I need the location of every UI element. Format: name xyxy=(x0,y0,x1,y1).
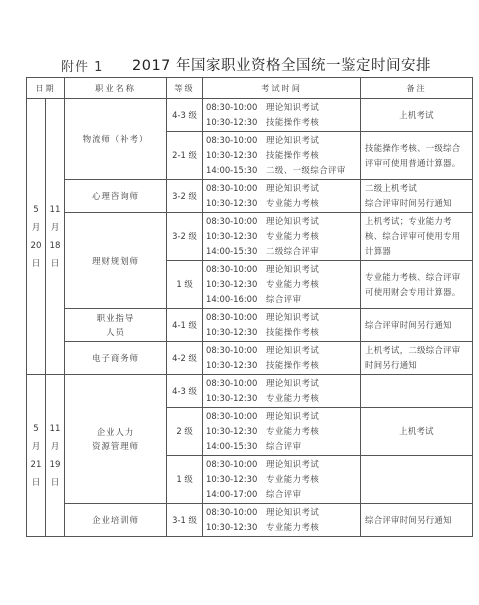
date-char: 19 xyxy=(49,459,61,470)
exam-session xyxy=(206,409,360,424)
exam-session xyxy=(206,487,360,502)
remark-line: 综合评审时间另行通知 xyxy=(365,514,452,525)
session-time: 08:30-10:00 xyxy=(206,102,258,112)
session-subject: 综合评审 xyxy=(266,441,302,451)
remark-line: 时间另行通知 xyxy=(365,360,418,370)
session-subject: 理论知识考试 xyxy=(266,312,320,322)
session-time: 08:30-10:00 xyxy=(206,264,258,274)
table-row xyxy=(27,99,473,132)
session-subject: 理论知识考试 xyxy=(266,345,320,355)
exam-session xyxy=(206,457,360,472)
remarks-cell xyxy=(361,99,473,132)
session-time: 10:30-12:30 xyxy=(206,474,258,484)
remarks-cell xyxy=(361,375,473,408)
session-time: 10:30-12:30 xyxy=(206,198,258,208)
session-time: 08:30-10:00 xyxy=(206,216,258,226)
document-title: 2017 年国家职业资格全国统一鉴定时间安排 xyxy=(132,58,432,74)
date-char: 日 xyxy=(31,258,41,269)
session-subject: 二级、一级综合评审 xyxy=(266,165,346,175)
exam-session xyxy=(206,262,360,277)
exam-session xyxy=(206,292,360,307)
level-cell: 1 级 xyxy=(167,261,203,309)
level-cell: 4-3 级 xyxy=(167,99,203,132)
session-subject: 理论知识考试 xyxy=(266,507,320,517)
table-row xyxy=(27,309,473,342)
session-subject: 理论知识考试 xyxy=(266,264,320,274)
date-char: 11 xyxy=(49,204,61,215)
session-time: 14:00-15:30 xyxy=(206,246,258,256)
exam-time-cell xyxy=(203,408,361,456)
exam-session xyxy=(206,505,360,520)
remark-line: 技能操作考核、一级综合 xyxy=(365,142,461,153)
session-subject: 专业能力考核 xyxy=(266,522,320,532)
remark-line: 二级上机考试 xyxy=(365,183,418,193)
session-subject: 技能操作考核 xyxy=(266,327,320,337)
exam-session xyxy=(206,325,360,340)
exam-session xyxy=(206,520,360,535)
profession-cell xyxy=(65,99,167,180)
session-time: 08:30-10:00 xyxy=(206,183,258,193)
table-header-row xyxy=(27,78,473,99)
profession-name: 企业人力 xyxy=(96,427,135,437)
profession-cell xyxy=(65,180,167,213)
remark-line: 专业能力考核、综合评审 xyxy=(365,271,461,282)
session-subject: 技能操作考核 xyxy=(266,117,320,127)
exam-time-cell xyxy=(203,504,361,537)
exam-session xyxy=(206,115,360,130)
date-char: 5 xyxy=(33,204,39,215)
exam-time-cell xyxy=(203,375,361,408)
table-row xyxy=(27,213,473,261)
level-cell: 3-1 级 xyxy=(167,504,203,537)
session-time: 14:00-17:00 xyxy=(206,489,258,499)
exam-session xyxy=(206,472,360,487)
date-char: 18 xyxy=(49,240,61,251)
session-time: 14:00-15:30 xyxy=(206,165,258,175)
session-subject: 理论知识考试 xyxy=(266,459,320,469)
table-row xyxy=(27,504,473,537)
date-char: 20 xyxy=(30,240,42,251)
date-char: 月 xyxy=(50,441,60,452)
exam-session xyxy=(206,229,360,244)
profession-cell xyxy=(65,504,167,537)
exam-session xyxy=(206,148,360,163)
exam-time-cell xyxy=(203,261,361,309)
remark-line: 综合评审时间另行通知 xyxy=(365,198,452,208)
exam-session xyxy=(206,391,360,406)
remark-line: 可使用财会专用计算器。 xyxy=(365,286,461,297)
exam-time-cell xyxy=(203,132,361,180)
exam-session xyxy=(206,310,360,325)
remarks-cell xyxy=(361,342,473,375)
level-cell: 2-1 级 xyxy=(167,132,203,180)
session-time: 08:30-10:00 xyxy=(206,312,258,322)
schedule-table xyxy=(26,77,473,537)
level-cell: 2 级 xyxy=(167,408,203,456)
remark-line: 上机考试 xyxy=(399,426,434,436)
session-subject: 理论知识考试 xyxy=(266,378,320,388)
profession-name: 心理咨询师 xyxy=(92,191,139,201)
exam-session xyxy=(206,196,360,211)
session-time: 08:30-10:00 xyxy=(206,411,258,421)
remark-line: 上机考试 xyxy=(399,109,434,120)
remarks-cell xyxy=(361,408,473,456)
exam-session xyxy=(206,376,360,391)
session-subject: 专业能力考核 xyxy=(266,198,320,208)
date-char: 日 xyxy=(31,477,41,488)
exam-time-cell xyxy=(203,180,361,213)
schedule-body xyxy=(27,99,473,537)
exam-session xyxy=(206,100,360,115)
session-subject: 专业能力考核 xyxy=(266,474,320,484)
session-subject: 技能操作考核 xyxy=(266,150,320,160)
session-time: 10:30-12:30 xyxy=(206,360,258,370)
session-time: 08:30-10:00 xyxy=(206,459,258,469)
date-char: 月 xyxy=(31,222,41,233)
remark-line: 计算器 xyxy=(365,246,392,256)
level-cell: 4-1 级 xyxy=(167,309,203,342)
exam-time-cell xyxy=(203,456,361,504)
remarks-cell xyxy=(361,261,473,309)
table-row xyxy=(27,180,473,213)
exam-session xyxy=(206,244,360,259)
profession-name: 人员 xyxy=(106,327,125,337)
table-row xyxy=(27,375,473,408)
session-subject: 理论知识考试 xyxy=(266,216,320,226)
exam-time-cell xyxy=(203,342,361,375)
exam-time-cell xyxy=(203,309,361,342)
profession-cell xyxy=(65,342,167,375)
date-char: 11 xyxy=(49,423,61,434)
remarks-cell xyxy=(361,456,473,504)
session-time: 10:30-12:30 xyxy=(206,393,258,403)
exam-session xyxy=(206,133,360,148)
exam-time-cell xyxy=(203,99,361,132)
exam-session xyxy=(206,439,360,454)
exam-session xyxy=(206,214,360,229)
exam-session xyxy=(206,163,360,178)
remarks-cell xyxy=(361,180,473,213)
remark-line: 评审可使用普通计算器。 xyxy=(365,157,461,168)
date-char: 月 xyxy=(50,222,60,233)
remarks-cell xyxy=(361,132,473,180)
session-time: 08:30-10:00 xyxy=(206,378,258,388)
date-char: 日 xyxy=(50,258,60,269)
exam-session xyxy=(206,424,360,439)
header-time: 考试时间 xyxy=(203,78,361,99)
session-time: 08:30-10:00 xyxy=(206,135,258,145)
level-cell: 4-3 级 xyxy=(167,375,203,408)
date-gregorian xyxy=(27,375,46,537)
session-time: 10:30-12:30 xyxy=(206,426,258,436)
profession-name: 理财规划师 xyxy=(92,255,139,266)
header-profession: 职业名称 xyxy=(65,78,167,99)
session-subject: 理论知识考试 xyxy=(266,135,320,145)
date-lunar xyxy=(46,375,65,537)
date-char: 日 xyxy=(50,477,60,488)
exam-time-cell xyxy=(203,213,361,261)
session-time: 08:30-10:00 xyxy=(206,507,258,517)
session-time: 10:30-12:30 xyxy=(206,231,258,241)
remarks-cell xyxy=(361,504,473,537)
session-time: 10:30-12:30 xyxy=(206,279,258,289)
date-gregorian xyxy=(27,99,46,375)
session-subject: 综合评审 xyxy=(266,294,302,304)
date-lunar xyxy=(46,99,65,375)
remark-line: 上机考试；专业能力考 xyxy=(365,216,452,226)
session-subject: 技能操作考核 xyxy=(266,360,320,370)
session-time: 10:30-12:30 xyxy=(206,522,258,532)
header-level: 等级 xyxy=(167,78,203,99)
header-remarks: 备注 xyxy=(361,78,473,99)
session-subject: 专业能力考核 xyxy=(266,393,320,403)
session-subject: 专业能力考核 xyxy=(266,231,320,241)
profession-name: 物流师（补考） xyxy=(82,134,149,144)
exam-session xyxy=(206,358,360,373)
document-header xyxy=(0,52,479,74)
session-subject: 理论知识考试 xyxy=(266,183,320,193)
profession-name: 企业培训师 xyxy=(92,515,139,525)
remark-line: 核、综合评审可使用专用 xyxy=(365,231,461,241)
level-cell: 4-2 级 xyxy=(167,342,203,375)
remark-line: 综合评审时间另行通知 xyxy=(365,319,452,330)
attachment-label: 附件 1 xyxy=(61,60,104,75)
session-subject: 二级综合评审 xyxy=(266,246,320,256)
session-subject: 专业能力考核 xyxy=(266,279,320,289)
profession-cell xyxy=(65,375,167,504)
session-time: 10:30-12:30 xyxy=(206,117,258,127)
profession-name: 电子商务师 xyxy=(92,353,139,363)
date-char: 5 xyxy=(33,423,39,434)
session-subject: 综合评审 xyxy=(266,489,302,499)
table-row xyxy=(27,342,473,375)
remarks-cell xyxy=(361,213,473,261)
session-time: 14:00-16:00 xyxy=(206,294,258,304)
exam-session xyxy=(206,343,360,358)
session-subject: 理论知识考试 xyxy=(266,411,320,421)
profession-name: 资源管理师 xyxy=(92,441,139,451)
level-cell: 1 级 xyxy=(167,456,203,504)
remarks-cell xyxy=(361,309,473,342)
exam-session xyxy=(206,277,360,292)
session-time: 14:00-15:30 xyxy=(206,441,258,451)
remark-line: 上机考试，二级综合评审 xyxy=(365,345,461,355)
session-subject: 理论知识考试 xyxy=(266,102,320,112)
date-char: 21 xyxy=(30,459,42,470)
profession-name: 职业指导 xyxy=(96,313,135,323)
date-char: 月 xyxy=(31,441,41,452)
level-cell: 3-2 级 xyxy=(167,180,203,213)
profession-cell xyxy=(65,213,167,309)
profession-cell xyxy=(65,309,167,342)
level-cell: 3-2 级 xyxy=(167,213,203,261)
exam-session xyxy=(206,181,360,196)
session-subject: 专业能力考核 xyxy=(266,426,320,436)
session-time: 10:30-12:30 xyxy=(206,150,258,160)
session-time: 10:30-12:30 xyxy=(206,327,258,337)
session-time: 08:30-10:00 xyxy=(206,345,258,355)
header-date: 日期 xyxy=(27,78,65,99)
